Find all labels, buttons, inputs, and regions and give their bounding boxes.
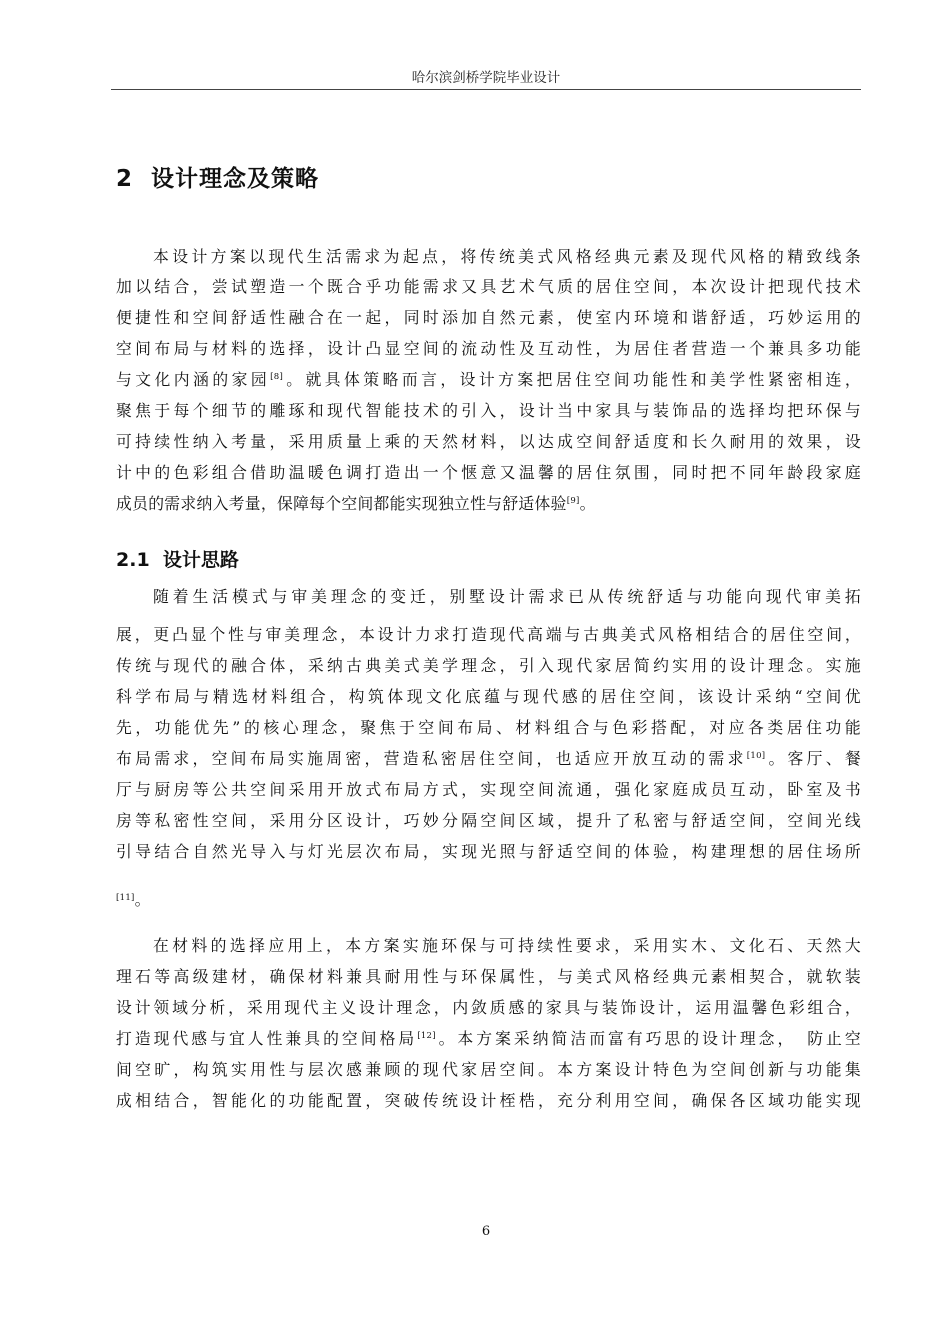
body-line: 本设计方案以现代生活需求为起点，将传统美式风格经典元素及现代风格的精致线条 [153,247,861,266]
body-line: 随着生活模式与审美理念的变迁，别墅设计需求已从传统舒适与功能向现代审美拓 [153,587,861,606]
body-line: 计中的色彩组合借助温暖色调打造出一个惬意又温馨的居住氛围，同时把不同年龄段家庭 [116,463,861,482]
body-line: 便捷性和空间舒适性融合在一起，同时添加自然元素，使室内环境和谐舒适，巧妙运用的 [116,308,861,327]
body-line: 理石等高级建材，确保材料兼具耐用性与环保属性，与美式风格经典元素相契合，就软装 [116,967,861,986]
page-header: 哈尔滨剑桥学院毕业设计 [411,70,561,86]
body-line: 先，功能优先”的核心理念，聚焦于空间布局、材料组合与色彩搭配，对应各类居住功能 [116,718,861,737]
section-title: 设计理念及策略 [151,166,320,192]
body-line: 传统与现代的融合体，采纳古典美式美学理念，引入现代家居简约实用的设计理念。实施 [116,656,861,675]
body-line: 房等私密性空间，采用分区设计，巧妙分隔空间区域，提升了私密与舒适空间，空间光线 [116,811,861,830]
citation-ref: [9] [566,496,580,506]
section-heading [116,160,319,193]
body-line: 成员的需求纳入考量，保障每个空间都能实现独立性与舒适体验[9]。 [116,494,596,513]
body-line: 在材料的选择应用上，本方案实施环保与可持续性要求，采用实木、文化石、天然大 [153,936,861,955]
body-line: 与文化内涵的家园[8]。就具体策略而言，设计方案把居住空间功能性和美学性紧密相连， [116,370,861,389]
body-line: 可持续性纳入考量，采用质量上乘的天然材料，以达成空间舒适度和长久耐用的效果，设 [116,432,861,451]
body-line: 引导结合自然光导入与灯光层次布局，实现光照与舒适空间的体验，构建理想的居住场所 [116,842,861,861]
body-line: 展，更凸显个性与审美理念，本设计力求打造现代高端与古典美式风格相结合的居住空间， [116,625,861,644]
body-line: 打造现代感与宜人性兼具的空间格局[12]。本方案采纳简洁而富有巧思的设计理念， 防止空 [116,1029,861,1048]
body-line: 科学布局与精选材料组合，构筑体现文化底蕴与现代感的居住空间，该设计采纳“空间优 [116,687,861,706]
subsection-heading [116,545,239,572]
subsection-title: 设计思路 [162,549,239,571]
subsection-number: 2.1 [116,549,150,571]
body-line: 成相结合，智能化的功能配置，突破传统设计桎梏，充分利用空间，确保各区域功能实现 [116,1091,861,1110]
body-line: 加以结合，尝试塑造一个既合乎功能需求又具艺术气质的居住空间，本次设计把现代技术 [116,277,861,296]
citation-ref: [11] [116,893,135,903]
body-line: 间空旷，构筑实用性与层次感兼顾的现代家居空间。本方案设计特色为空间创新与功能集 [116,1060,861,1079]
citation-ref: [8] [270,372,284,382]
body-line: 聚焦于每个细节的雕琢和现代智能技术的引入，设计当中家具与装饰品的选择均把环保与 [116,401,861,420]
header-rule [111,89,861,90]
body-line: 布局需求，空间布局实施周密，营造私密居住空间，也适应开放互动的需求[10]。客厅、餐 [116,749,861,768]
page-number: 6 [481,1224,491,1239]
body-line: 设计领域分析，采用现代主义设计理念，内敛质感的家具与装饰设计，运用温馨色彩组合， [116,998,861,1017]
body-line: [11]。 [116,890,151,909]
citation-ref: [12] [417,1031,436,1041]
section-number: 2 [116,166,134,192]
body-line: 厅与厨房等公共空间采用开放式布局方式，实现空间流通，强化家庭成员互动，卧室及书 [116,780,861,799]
citation-ref: [10] [746,751,766,761]
body-line: 空间布局与材料的选择，设计凸显空间的流动性及互动性，为居住者营造一个兼具多功能 [116,339,861,358]
